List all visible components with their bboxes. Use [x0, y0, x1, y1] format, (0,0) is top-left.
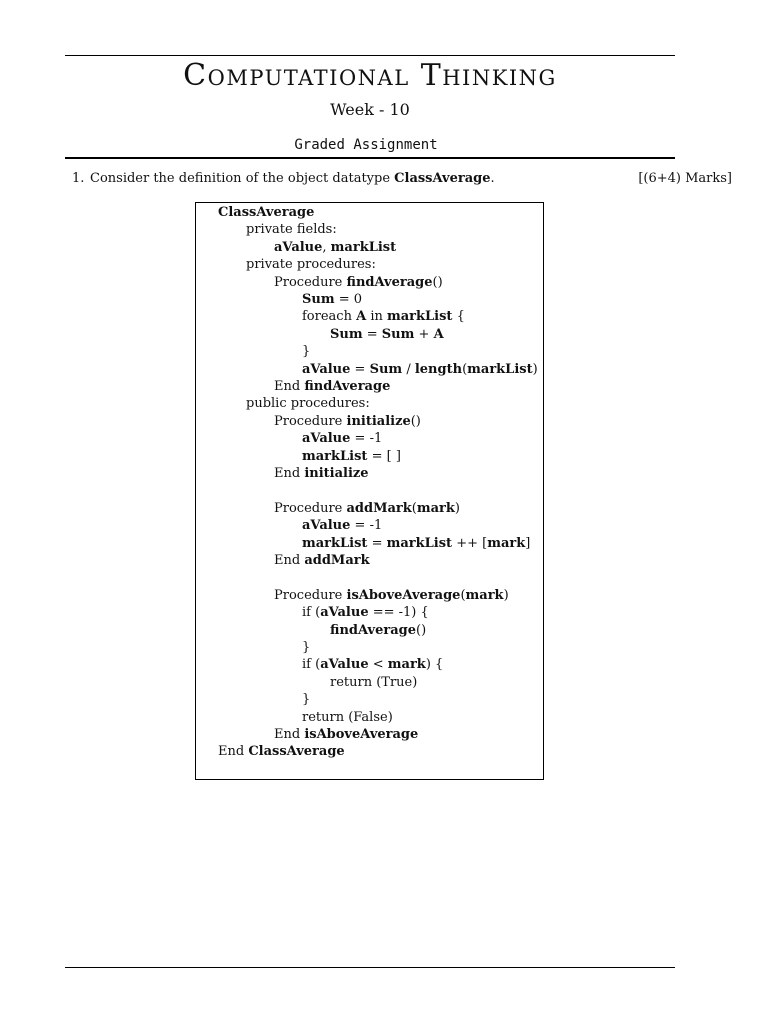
- code-identifier: ClassAverage: [218, 205, 315, 220]
- code-identifier: markList: [386, 535, 453, 551]
- code-line: [274, 413, 421, 430]
- question-text-datatype: ClassAverage: [394, 171, 491, 186]
- code-identifier: isAboveAverage: [304, 727, 419, 742]
- code-identifier: Sum: [302, 292, 335, 307]
- code-line: [302, 517, 382, 534]
- code-line: [302, 604, 429, 621]
- code-identifier: aValue: [274, 239, 323, 255]
- code-identifier: aValue: [302, 361, 351, 377]
- code-identifier: findAverage: [346, 274, 433, 290]
- code-line: [218, 743, 345, 760]
- code-text: }: [302, 640, 311, 655]
- code-text: End: [274, 466, 305, 481]
- code-identifier: length: [414, 361, 463, 377]
- code-identifier: mark: [416, 500, 455, 516]
- code-identifier: addMark: [304, 553, 370, 568]
- code-line: [330, 622, 426, 639]
- code-text: ): [532, 361, 538, 377]
- code-text: Procedure: [274, 500, 347, 516]
- code-text: ) {: [425, 657, 444, 673]
- code-text: (): [432, 274, 443, 290]
- code-text: Procedure: [274, 274, 347, 290]
- code-line: [218, 204, 314, 221]
- code-text: =: [362, 326, 382, 342]
- code-text: }: [302, 344, 311, 360]
- code-line: [274, 274, 443, 291]
- code-line: [246, 221, 337, 238]
- code-line: [246, 395, 370, 412]
- code-text: == -1) {: [368, 605, 429, 621]
- code-line: [302, 656, 443, 673]
- code-text: (): [410, 413, 421, 429]
- code-line: [302, 691, 310, 708]
- code-line: [246, 256, 376, 273]
- code-text: {: [452, 309, 465, 325]
- code-identifier: mark: [465, 587, 504, 603]
- week-label: Week - 10: [330, 100, 410, 119]
- question-number: 1.: [72, 171, 85, 186]
- code-text: = -1: [350, 518, 383, 534]
- code-text: if (: [302, 657, 321, 673]
- code-text: if (: [302, 605, 321, 621]
- question-text-prefix: Consider the definition of the object datatype: [90, 171, 395, 186]
- code-text: public procedures:: [246, 396, 370, 412]
- code-identifier: findAverage: [330, 622, 417, 638]
- code-text: End: [274, 553, 305, 568]
- document-title: Computational Thinking: [183, 58, 557, 93]
- question-text-suffix: .: [490, 171, 495, 186]
- code-identifier: A: [356, 309, 367, 325]
- code-line: [302, 535, 530, 552]
- code-identifier: aValue: [320, 605, 369, 621]
- code-identifier: isAboveAverage: [346, 587, 461, 603]
- code-text: (): [416, 622, 427, 638]
- code-text: +: [414, 326, 434, 342]
- code-text: = 0: [334, 292, 363, 307]
- code-text: =: [350, 361, 370, 377]
- code-text: (: [411, 500, 417, 516]
- code-identifier: Sum: [369, 361, 403, 377]
- code-line: [302, 639, 310, 656]
- code-line: [302, 430, 382, 447]
- code-line: [330, 326, 444, 343]
- code-line: [302, 308, 465, 325]
- code-text: End: [274, 379, 305, 394]
- code-identifier: aValue: [320, 657, 369, 673]
- code-line: [274, 587, 509, 604]
- code-line: [302, 709, 393, 726]
- code-line: [274, 500, 460, 517]
- code-text: = [ ]: [367, 448, 401, 464]
- code-identifier: aValue: [302, 518, 351, 534]
- code-text: (: [460, 587, 466, 603]
- code-identifier: markList: [302, 448, 368, 464]
- code-text: foreach: [302, 309, 357, 325]
- code-text: in: [366, 309, 387, 325]
- code-text: (: [462, 361, 468, 377]
- code-line: [274, 239, 396, 256]
- code-line: [274, 726, 418, 743]
- question-marks: [(6+4) Marks]: [638, 171, 732, 186]
- code-line: [274, 465, 369, 482]
- code-identifier: markList: [302, 535, 368, 551]
- code-line: [330, 674, 417, 691]
- question-1: [72, 171, 732, 191]
- code-line: [302, 343, 310, 360]
- code-identifier: mark: [387, 657, 426, 673]
- code-line: [302, 291, 362, 308]
- code-text: End: [218, 744, 249, 760]
- code-identifier: markList: [467, 361, 533, 377]
- code-identifier: markList: [386, 309, 453, 325]
- code-text: return (False): [302, 709, 393, 725]
- code-text: private fields:: [246, 222, 337, 238]
- code-text: ,: [322, 239, 331, 255]
- code-line: [274, 378, 390, 395]
- code-identifier: addMark: [346, 500, 412, 516]
- code-text: =: [367, 535, 387, 551]
- bottom-rule: [65, 967, 675, 968]
- code-text: ): [454, 500, 460, 516]
- question-text: [90, 171, 495, 186]
- code-text: <: [368, 657, 388, 673]
- code-text: ): [503, 587, 509, 603]
- code-identifier: Sum: [381, 326, 415, 342]
- code-identifier: Sum: [330, 326, 363, 342]
- code-line: [302, 361, 538, 378]
- code-text: }: [302, 692, 311, 708]
- code-text: /: [402, 361, 415, 377]
- code-text: private procedures:: [246, 257, 376, 273]
- code-line: [274, 552, 370, 569]
- top-rule: [65, 55, 675, 56]
- pseudocode-box: [195, 202, 544, 780]
- code-text: Procedure: [274, 413, 347, 429]
- header-rule: [65, 157, 675, 159]
- code-text: Procedure: [274, 587, 347, 603]
- code-identifier: initialize: [304, 466, 369, 481]
- code-identifier: ClassAverage: [248, 744, 345, 760]
- code-identifier: aValue: [302, 431, 351, 447]
- code-identifier: findAverage: [304, 379, 391, 394]
- code-identifier: initialize: [346, 413, 411, 429]
- code-text: ]: [525, 535, 531, 551]
- code-text: End: [274, 727, 305, 742]
- code-text: ++ [: [452, 535, 488, 551]
- code-text: = -1: [350, 431, 383, 447]
- code-identifier: A: [433, 326, 444, 342]
- code-identifier: mark: [487, 535, 526, 551]
- code-line: [302, 448, 401, 465]
- assignment-heading: Graded Assignment: [294, 137, 438, 153]
- code-identifier: markList: [330, 239, 397, 255]
- code-text: return (True): [330, 674, 418, 690]
